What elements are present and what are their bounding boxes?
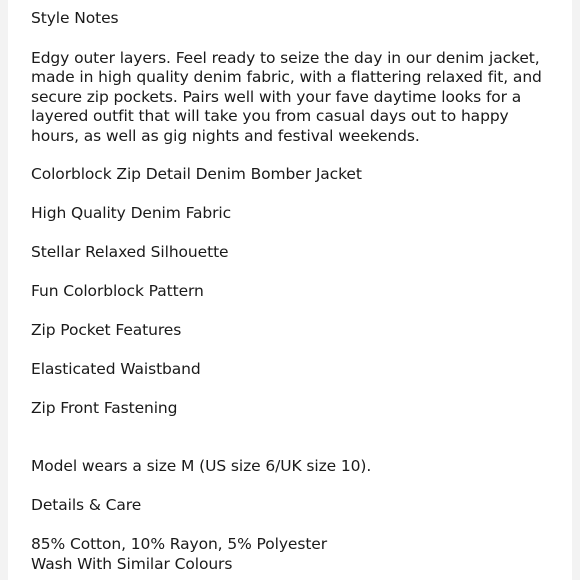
feature-item: Zip Front Fastening (31, 399, 178, 417)
feature-item: Stellar Relaxed Silhouette (31, 243, 229, 261)
feature-item: Colorblock Zip Detail Denim Bomber Jacket (31, 165, 362, 183)
model-size-note: Model wears a size M (US size 6/UK size 10). (31, 457, 372, 475)
product-description: Edgy outer layers. Feel ready to seize the day in our denim jacket, made in high quality denim fabric, with a flattering relaxed fit, and secure zip pockets. Pairs well with your fave daytime looks for a layered outfit that will take you from casual days out to happy hours, as well as gig nights and festival weekends. (31, 48, 542, 145)
style-notes-heading: Style Notes (31, 9, 119, 27)
care-line-composition: 85% Cotton, 10% Rayon, 5% Polyester (31, 535, 328, 553)
feature-item: Elasticated Waistband (31, 360, 201, 378)
product-details-panel (8, 0, 572, 580)
details-care-heading: Details & Care (31, 496, 142, 514)
product-details-content (31, 9, 556, 574)
feature-item: High Quality Denim Fabric (31, 204, 232, 222)
feature-item: Fun Colorblock Pattern (31, 282, 204, 300)
feature-item: Zip Pocket Features (31, 321, 182, 339)
care-line-wash: Wash With Similar Colours (31, 554, 233, 573)
